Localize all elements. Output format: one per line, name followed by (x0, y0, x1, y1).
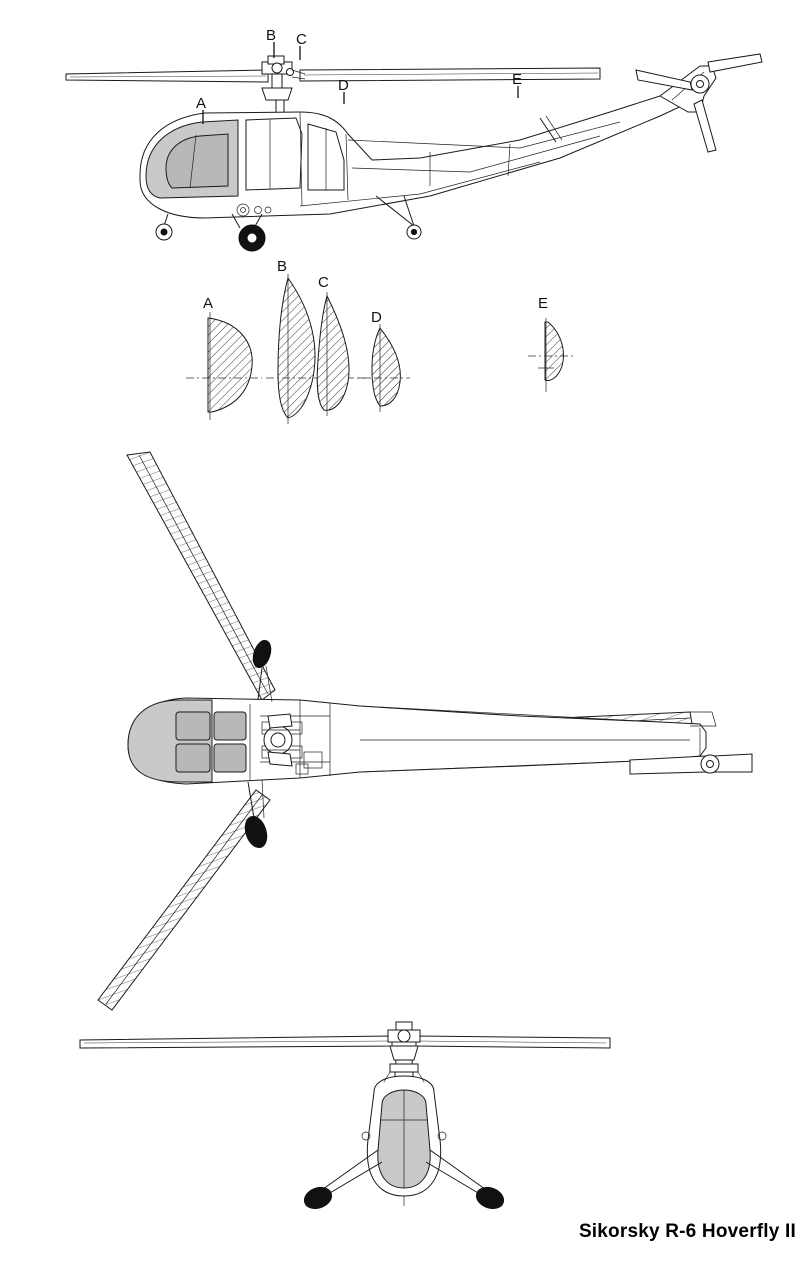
callout-side-a: A (196, 95, 207, 112)
callout-side-d: D (338, 77, 349, 94)
side-view-group (66, 42, 762, 251)
callout-side-e: E (512, 71, 523, 88)
drawing-title: Sikorsky R-6 Hoverfly II (578, 1221, 796, 1242)
front-view-group (80, 1022, 610, 1212)
cross-sections-group (186, 274, 576, 424)
section-label-a: A (203, 295, 214, 312)
section-label-d: D (371, 309, 382, 326)
section-label-b: B (277, 258, 288, 275)
section-label-e: E (538, 295, 549, 312)
section-label-c: C (318, 274, 329, 291)
top-view-group (98, 452, 752, 1010)
callout-side-c: C (296, 31, 307, 48)
callout-side-b: B (266, 27, 277, 44)
